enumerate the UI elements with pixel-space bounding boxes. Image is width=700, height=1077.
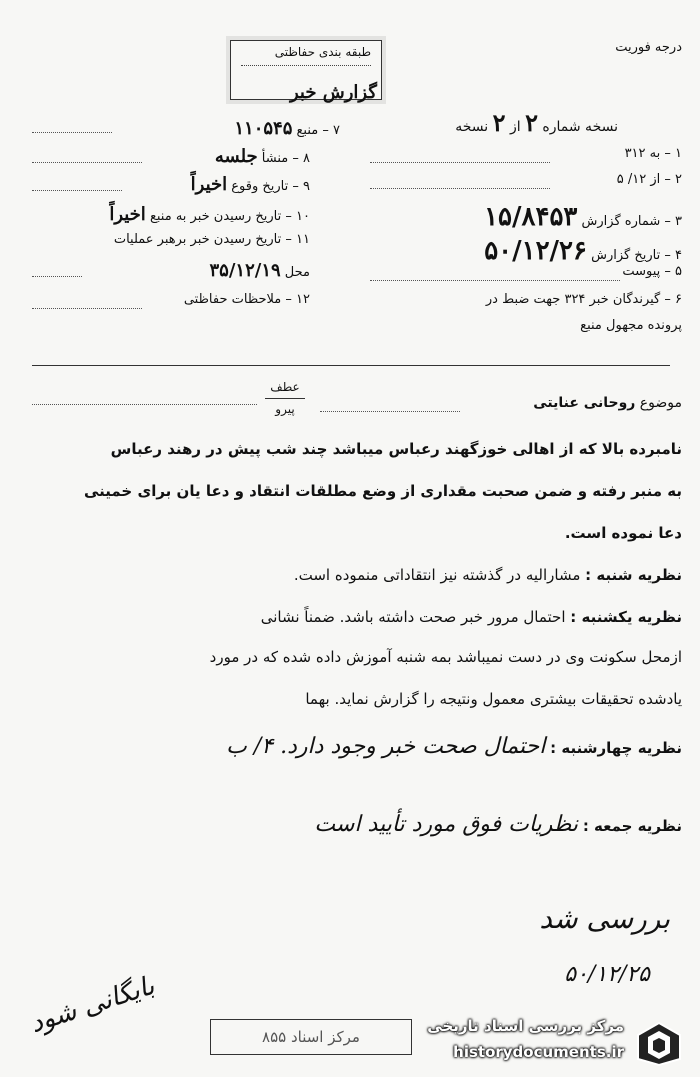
field-to-line bbox=[370, 162, 550, 163]
watermark-url: historydocuments.ir bbox=[453, 1043, 624, 1061]
copy-number: ۲ bbox=[525, 108, 538, 137]
signature-archive: بایگانی شود bbox=[26, 970, 159, 1040]
source-label: ۷ – منبع bbox=[296, 123, 340, 138]
copy-line-suffix: نسخه bbox=[455, 119, 489, 135]
field-security-notes: ۱۲ – ملاحظات حفاظتی bbox=[183, 292, 310, 307]
body-line-3: دعا نموده است. bbox=[564, 524, 682, 542]
opinion-text: احتمال صحت خبر وجود دارد. ۴/ ب bbox=[226, 734, 546, 759]
occurrence-date-label: ۹ – تاریخ وقوع bbox=[231, 179, 310, 194]
field-operation-received-date: ۱۱ – تاریخ رسیدن خبر برهبر عملیات bbox=[113, 232, 310, 247]
field-occurrence-line bbox=[32, 190, 122, 191]
opinion-text: احتمال مرور خبر صحت داشته باشد. ضمناً نشانی bbox=[260, 608, 566, 626]
field-attachment: ۵ – پیوست bbox=[622, 264, 682, 279]
field-origin bbox=[215, 146, 310, 167]
reference-divider bbox=[265, 398, 305, 399]
field-from-line bbox=[370, 188, 550, 189]
field-from: ۲ – از ۱۲/ ۵ bbox=[616, 172, 682, 187]
report-title: گزارش خبر bbox=[290, 82, 377, 103]
occurrence-date-value: اخیراً bbox=[190, 174, 228, 195]
source-value: ۱۱۰۵۴۵ bbox=[234, 118, 293, 139]
header-separator bbox=[32, 365, 670, 366]
opinion-saturday bbox=[294, 566, 682, 584]
field-origin-line bbox=[32, 162, 142, 163]
subject-dots bbox=[320, 411, 460, 412]
opinion-label: نظریه یکشنبه : bbox=[570, 608, 682, 626]
reference-atf-label: عطف bbox=[270, 380, 300, 394]
origin-label: ۸ – منشأ bbox=[261, 151, 310, 166]
watermark bbox=[400, 1013, 690, 1071]
report-number-value: ۱۵/۸۴۵۳ bbox=[484, 202, 578, 232]
reference-peyro-label: پیرو bbox=[275, 402, 295, 416]
copy-number-line bbox=[455, 108, 618, 137]
subject-line bbox=[533, 395, 682, 411]
opinion-label: نظریه جمعه : bbox=[582, 817, 682, 835]
watermark-title: مرکز بررسی اسناد تاریخی bbox=[427, 1017, 624, 1035]
field-operation-place bbox=[210, 260, 311, 281]
opinion-text: ازمحل سکونت وی در دست نمیباشد بمه شنبه آموزش داده شده که در مورد bbox=[209, 648, 682, 666]
urgency-label: درجه فوریت bbox=[615, 40, 682, 55]
opinion-label: نظریه چهارشنبه : bbox=[550, 739, 682, 757]
opinion-sunday-cont-1 bbox=[210, 648, 682, 666]
report-date-label: ۴ – تاریخ گزارش bbox=[591, 248, 682, 263]
field-recipients-cont: پرونده مجهول منبع bbox=[580, 318, 682, 333]
report-number-label: ۳ – شماره گزارش bbox=[581, 214, 682, 229]
field-security-line bbox=[32, 308, 142, 309]
field-source-received-date bbox=[109, 204, 310, 225]
body-line-2: به منبر رفته و ضمن صحبت مقداری از وضع مطلقات انتقاد و دعا یان برای خمینی bbox=[83, 482, 682, 500]
opinion-wednesday bbox=[226, 734, 682, 759]
origin-value: جلسه bbox=[214, 146, 258, 167]
report-date-value: ۵۰/۱۲/۲۶ bbox=[484, 236, 587, 266]
field-occurrence-date bbox=[191, 174, 310, 195]
subject-label: موضوع bbox=[639, 395, 682, 411]
copy-line-prefix: نسخه شماره bbox=[542, 119, 618, 135]
source-received-value: اخیراً bbox=[109, 204, 146, 225]
field-report-date bbox=[484, 236, 682, 266]
field-to: ۱ – به ۳۱۲ bbox=[624, 146, 682, 161]
operation-place-label: محل bbox=[284, 265, 310, 280]
opinion-sunday-cont-2 bbox=[305, 690, 682, 708]
field-source bbox=[234, 118, 340, 139]
reference-line bbox=[32, 404, 257, 405]
field-report-number bbox=[484, 202, 682, 232]
field-operation-line bbox=[32, 276, 82, 277]
signature-date: ۵۰/۱۲/۲۵ bbox=[564, 962, 650, 987]
field-recipients: ۶ – گیرندگان خبر ۳۲۴ جهت ضبط در bbox=[485, 292, 682, 307]
source-received-label: ۱۰ – تاریخ رسیدن خبر به منبع bbox=[149, 209, 310, 224]
opinion-text: یادشده تحقیقات بیشتری معمول ونتیجه را گزارش نماید. بهما bbox=[305, 690, 682, 708]
field-attachment-line bbox=[370, 280, 620, 281]
archive-logo-icon bbox=[634, 1019, 684, 1067]
opinion-sunday bbox=[261, 608, 682, 626]
copy-line-mid: از bbox=[509, 119, 521, 135]
opinion-text: نظریات فوق مورد تأیید است bbox=[314, 812, 579, 837]
bottom-stamp: مرکز اسناد ۸۵۵ bbox=[210, 1019, 412, 1055]
subject-value: روحانی عنایتی bbox=[533, 395, 636, 411]
body-line-1: نامبرده بالا که از اهالی خوزگهند رعباس میباشد چند شب پیش در رهند رعباس bbox=[110, 440, 682, 458]
opinion-label: نظریه شنبه : bbox=[585, 566, 682, 584]
signature-reviewed: بررسی شد bbox=[539, 902, 670, 935]
opinion-friday bbox=[314, 812, 682, 837]
operation-date-value: ۳۵/۱۲/۱۹ bbox=[209, 260, 281, 281]
copy-total: ۲ bbox=[492, 108, 506, 137]
classification-label: طبقه بندی حفاظتی bbox=[274, 45, 371, 59]
classification-blank bbox=[241, 65, 371, 66]
opinion-text: مشارالیه در گذشته نیز انتقاداتی منموده است. bbox=[293, 566, 581, 584]
field-source-line bbox=[32, 132, 112, 133]
